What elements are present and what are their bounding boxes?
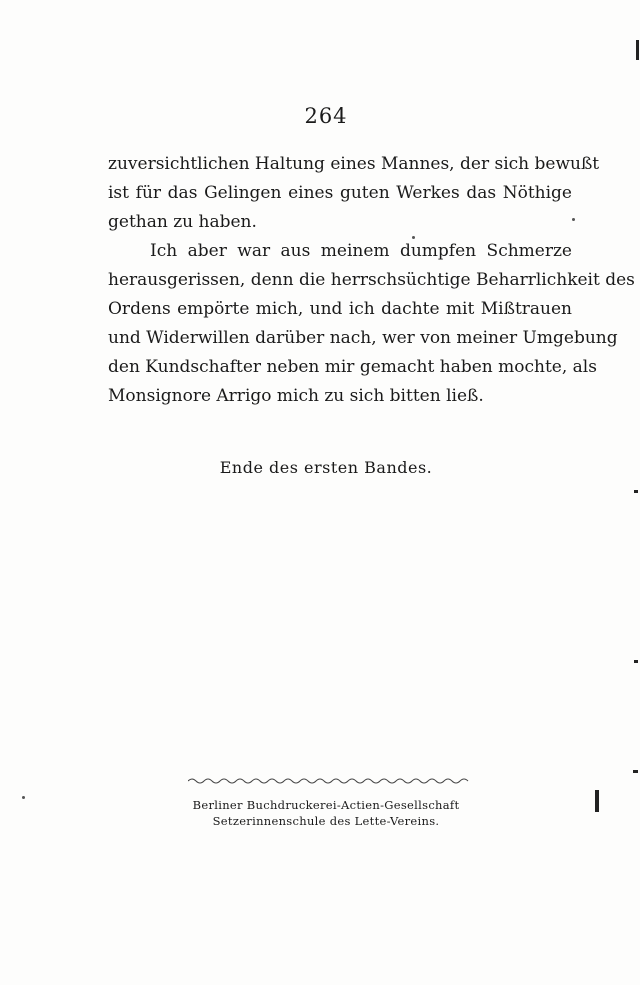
text-line: ist für das Gelingen eines guten Werkes das Nöthige — [108, 183, 572, 203]
text-line: Ich aber war aus meinem dumpfen Schmerze — [150, 241, 572, 261]
text-line: Ordens empörte mich, und ich dachte mit Mißtrauen — [108, 299, 572, 319]
text-line: den Kundschafter neben mir gemacht haben mochte, als — [108, 357, 597, 377]
text-line: herausgerissen, denn die herrschsüchtige Beharrlichkeit des — [108, 270, 635, 290]
printer-imprint — [0, 797, 640, 829]
edge-mark — [633, 770, 638, 773]
edge-mark — [636, 40, 639, 60]
page-number: 264 — [304, 104, 348, 128]
end-of-volume-marker: Ende des ersten Bandes. — [219, 458, 433, 477]
text-line: zuversichtlichen Haltung eines Mannes, der sich bewußt — [108, 154, 600, 174]
imprint-line: Berliner Buchdruckerei-Actien-Gesellschaft — [192, 798, 460, 812]
text-line: und Widerwillen darüber nach, wer von meiner Umgebung — [108, 328, 618, 348]
edge-mark — [634, 660, 638, 663]
ink-speck — [412, 236, 415, 239]
edge-mark — [595, 790, 599, 812]
wavy-divider — [188, 776, 472, 786]
text-line: Monsignore Arrigo mich zu sich bitten ließ. — [108, 386, 484, 406]
edge-mark — [634, 490, 638, 493]
body-text — [108, 150, 635, 411]
imprint-line: Setzerinnenschule des Lette-Vereins. — [212, 814, 440, 828]
text-line: gethan zu haben. — [108, 212, 257, 232]
ink-speck — [572, 218, 575, 221]
ink-speck — [22, 796, 25, 799]
